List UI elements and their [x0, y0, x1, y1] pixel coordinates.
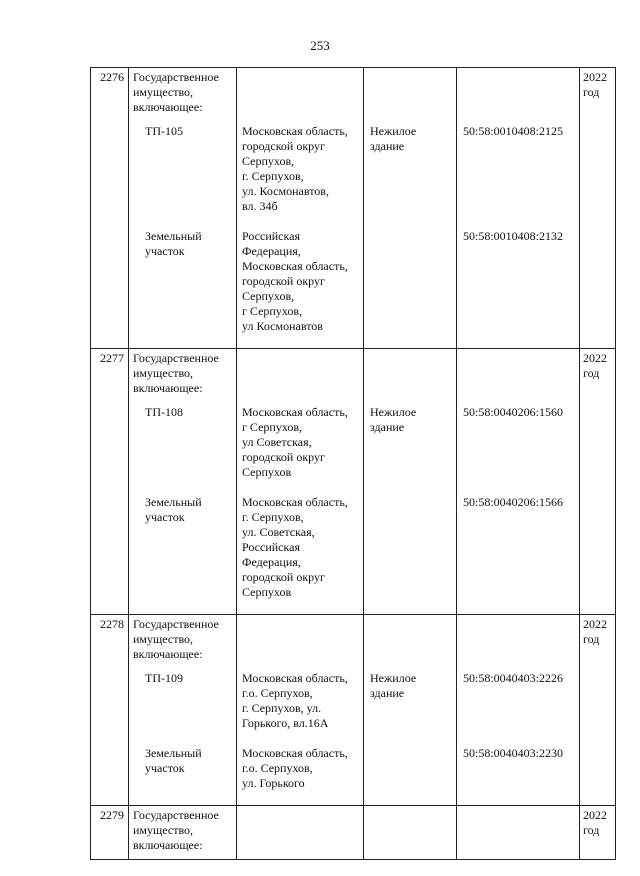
item-row: [91, 492, 616, 615]
entry-type-empty: [364, 349, 457, 403]
item-year-empty: [580, 121, 616, 226]
entry-row: [91, 349, 616, 403]
item-cadastral-line: 50:58:0040206:1566: [463, 495, 564, 509]
item-row: [91, 121, 616, 226]
item-address-line: ул Космонавтов: [242, 319, 323, 333]
item-row: [91, 668, 616, 743]
entry-title: [129, 68, 237, 122]
item-address-line: Московская область,: [242, 671, 348, 685]
item-name-line: ТП-105: [145, 124, 183, 138]
item-address-line: ул. Космонавтов,: [242, 184, 329, 198]
entry-year-line: год: [583, 85, 600, 99]
page-number: 253: [310, 38, 330, 53]
item-address-line: Федерация,: [242, 244, 301, 258]
entry-title-line: включающее:: [133, 100, 203, 114]
item-address-line: Серпухов: [242, 465, 292, 479]
item-address-line: вл. 34б: [242, 199, 278, 213]
item-row: [91, 743, 616, 806]
item-type: [364, 121, 457, 226]
item-cadastral: [457, 402, 580, 492]
item-row: [91, 226, 616, 349]
entry-number-line: 2278: [100, 617, 124, 631]
item-name: [129, 743, 237, 806]
item-address-line: Московская область,: [242, 259, 348, 273]
entry-year: [580, 806, 616, 860]
item-address: [237, 668, 364, 743]
entry-row: [91, 68, 616, 122]
item-name-line: Земельный: [145, 495, 202, 509]
item-name-line: Земельный: [145, 746, 202, 760]
entry-title: [129, 615, 237, 669]
item-address: [237, 226, 364, 349]
item-name: [129, 492, 237, 615]
item-cadastral: [457, 492, 580, 615]
entry-type-empty: [364, 68, 457, 122]
entry-year: [580, 349, 616, 403]
entry-title-line: Государственное: [133, 70, 219, 84]
item-year-empty: [580, 402, 616, 492]
item-row: [91, 402, 616, 492]
entry-title-line: имущество,: [133, 632, 194, 646]
item-name: [129, 402, 237, 492]
entry-address-empty: [237, 68, 364, 122]
item-address-line: г Серпухов,: [242, 304, 303, 318]
entry-title-line: имущество,: [133, 366, 194, 380]
item-cadastral-line: 50:58:0040206:1560: [463, 405, 564, 419]
item-type-line: Нежилое: [370, 405, 417, 419]
item-cadastral-line: 50:58:0040403:2226: [463, 671, 564, 685]
entry-row: [91, 615, 616, 669]
item-address-line: Московская область,: [242, 405, 348, 419]
item-year-empty: [580, 492, 616, 615]
item-name-line: ТП-109: [145, 671, 183, 685]
item-address-line: ул Советская,: [242, 435, 312, 449]
item-address-line: г. Серпухов,: [242, 510, 304, 524]
item-type-line: здание: [370, 686, 405, 700]
item-address: [237, 492, 364, 615]
entry-title-line: включающее:: [133, 381, 203, 395]
entry-title: [129, 349, 237, 403]
item-address-line: г. Серпухов, ул.: [242, 701, 322, 715]
item-year-empty: [580, 743, 616, 806]
entry-number-line: 2277: [100, 351, 124, 365]
entry-number-line: 2279: [100, 808, 124, 822]
entry-title-line: имущество,: [133, 85, 194, 99]
entry-number: [91, 349, 129, 403]
item-name-line: участок: [145, 510, 185, 524]
item-cadastral-line: 50:58:0010408:2125: [463, 124, 564, 138]
item-type: [364, 226, 457, 349]
item-number-empty: [91, 226, 129, 349]
item-address-line: г.о. Серпухов,: [242, 686, 313, 700]
item-type: [364, 402, 457, 492]
entry-number: [91, 68, 129, 122]
item-type-line: Нежилое: [370, 671, 417, 685]
item-address-line: Серпухов,: [242, 154, 295, 168]
item-address-line: Серпухов,: [242, 289, 295, 303]
item-number-empty: [91, 492, 129, 615]
item-number-empty: [91, 668, 129, 743]
item-type-line: здание: [370, 139, 405, 153]
item-address-line: ул. Советская,: [242, 525, 315, 539]
entry-title: [129, 806, 237, 860]
entry-number: [91, 806, 129, 860]
item-cadastral: [457, 121, 580, 226]
item-address-line: г Серпухов,: [242, 420, 303, 434]
entry-type-empty: [364, 806, 457, 860]
entry-year-line: год: [583, 823, 600, 837]
item-address-line: ул. Горького: [242, 776, 305, 790]
item-year-empty: [580, 226, 616, 349]
item-number-empty: [91, 402, 129, 492]
entry-number-line: 2276: [100, 70, 124, 84]
entry-row: [91, 806, 616, 860]
entry-year-line: 2022: [583, 70, 607, 84]
item-number-empty: [91, 121, 129, 226]
item-address-line: городской округ: [242, 139, 325, 153]
entry-year: [580, 615, 616, 669]
item-address-line: Горького, вл.16А: [242, 716, 329, 730]
item-address-line: Российская: [242, 540, 300, 554]
entry-title-line: Государственное: [133, 808, 219, 822]
item-address-line: Российская: [242, 229, 300, 243]
item-address-line: Московская область,: [242, 746, 348, 760]
entry-year-line: 2022: [583, 351, 607, 365]
entry-cadastral-empty: [457, 806, 580, 860]
item-name-line: Земельный: [145, 229, 202, 243]
item-address-line: Московская область,: [242, 495, 348, 509]
entry-title-line: включающее:: [133, 647, 203, 661]
item-type-line: здание: [370, 420, 405, 434]
item-address: [237, 743, 364, 806]
item-address-line: городской округ: [242, 570, 325, 584]
item-name-line: участок: [145, 244, 185, 258]
entry-year: [580, 68, 616, 122]
item-address: [237, 121, 364, 226]
item-address-line: г. Серпухов,: [242, 169, 304, 183]
item-type: [364, 743, 457, 806]
entry-title-line: включающее:: [133, 838, 203, 852]
entry-title-line: Государственное: [133, 351, 219, 365]
item-name-line: ТП-108: [145, 405, 183, 419]
entry-title-line: имущество,: [133, 823, 194, 837]
item-address-line: городской округ: [242, 274, 325, 288]
entry-title-line: Государственное: [133, 617, 219, 631]
property-register-table: [90, 67, 616, 860]
entry-year-line: год: [583, 366, 600, 380]
entry-cadastral-empty: [457, 615, 580, 669]
entry-address-empty: [237, 615, 364, 669]
item-type: [364, 492, 457, 615]
item-cadastral: [457, 226, 580, 349]
item-address-line: г.о. Серпухов,: [242, 761, 313, 775]
entry-address-empty: [237, 349, 364, 403]
item-cadastral-line: 50:58:0040403:2230: [463, 746, 564, 760]
entry-year-line: год: [583, 632, 600, 646]
item-name: [129, 226, 237, 349]
item-type: [364, 668, 457, 743]
item-cadastral-line: 50:58:0010408:2132: [463, 229, 564, 243]
entry-address-empty: [237, 806, 364, 860]
item-name: [129, 668, 237, 743]
item-address-line: городской округ: [242, 450, 325, 464]
entry-year-line: 2022: [583, 617, 607, 631]
item-name-line: участок: [145, 761, 185, 775]
entry-year-line: 2022: [583, 808, 607, 822]
item-address: [237, 402, 364, 492]
item-address-line: Серпухов: [242, 585, 292, 599]
entry-number: [91, 615, 129, 669]
item-number-empty: [91, 743, 129, 806]
item-cadastral: [457, 668, 580, 743]
entry-type-empty: [364, 615, 457, 669]
entry-cadastral-empty: [457, 68, 580, 122]
entry-cadastral-empty: [457, 349, 580, 403]
item-address-line: Федерация,: [242, 555, 301, 569]
item-type-line: Нежилое: [370, 124, 417, 138]
item-name: [129, 121, 237, 226]
item-cadastral: [457, 743, 580, 806]
item-address-line: Московская область,: [242, 124, 348, 138]
item-year-empty: [580, 668, 616, 743]
